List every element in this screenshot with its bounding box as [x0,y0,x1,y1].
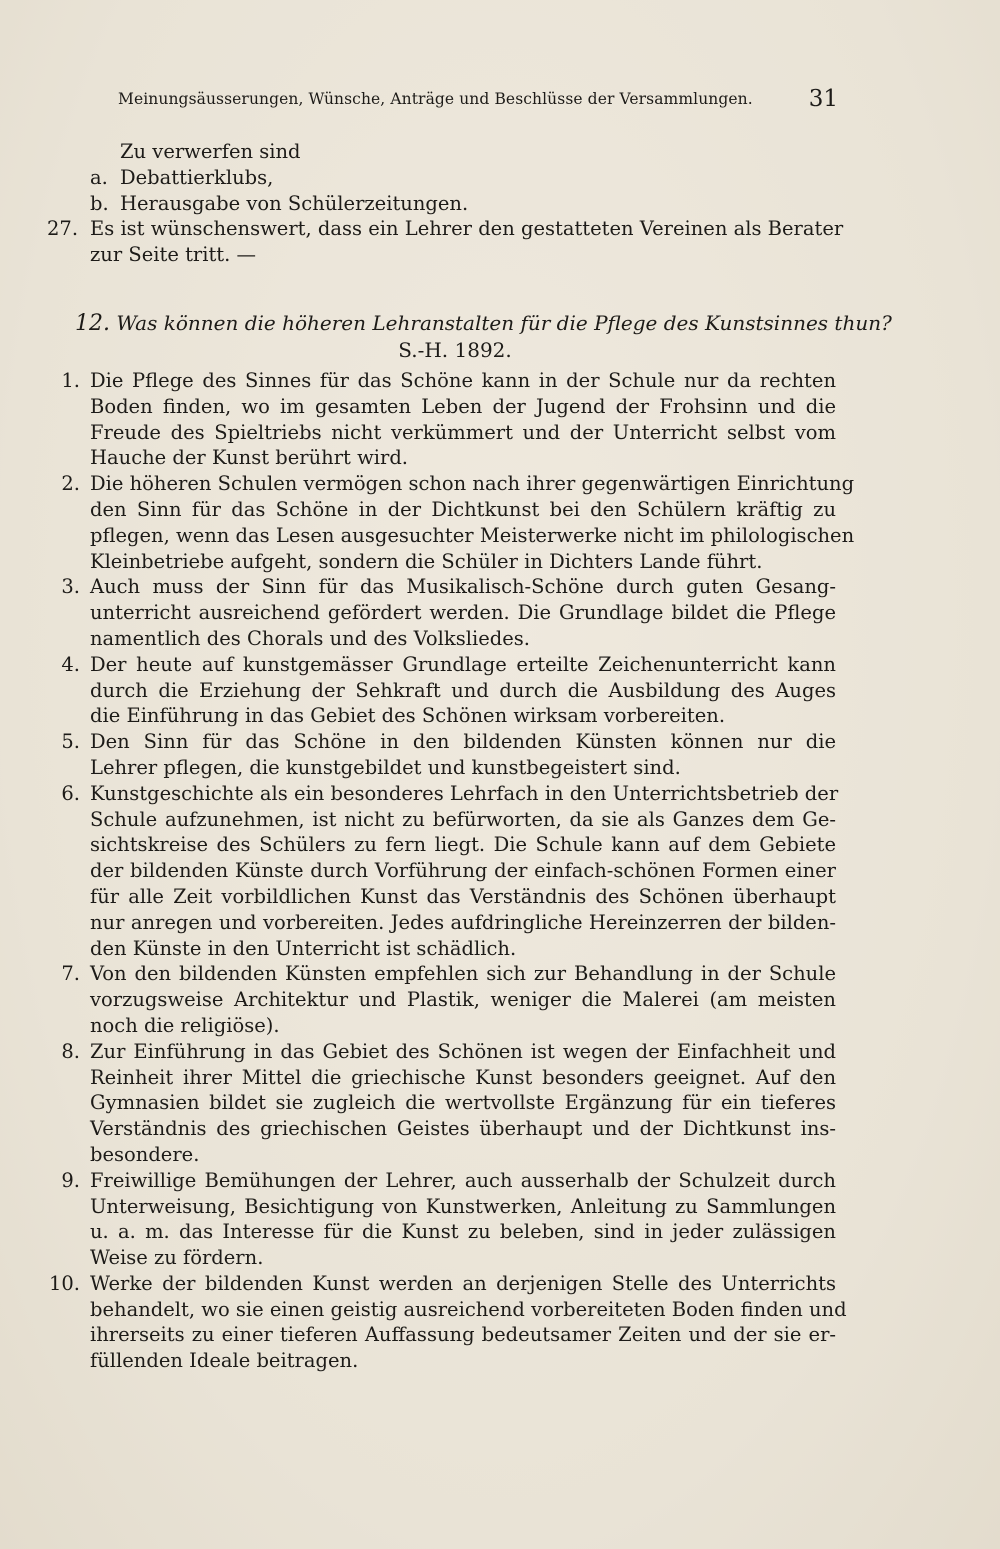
text-line: Hauche der Kunst berührt wird. [90,446,408,470]
item-text [90,781,839,962]
item-text [90,1039,836,1168]
text-line: der bildenden Künste durch Vorführung der einfach-schönen Formen einer [90,859,836,883]
text-line: Den Sinn für das Schöne in den bildenden Künsten können nur die [90,730,836,754]
item-number: 8. [61,1039,80,1063]
item-number: 7. [61,962,80,986]
item-number: 4. [61,652,80,676]
text-line: Die Pflege des Sinnes für das Schöne kann in der Schule nur da rechten [90,369,836,392]
numbered-item [40,729,840,781]
text-line: den Künste in den Unterricht ist schädlich. [90,936,517,960]
text-line: Auch muss der Sinn für das Musikalisch-Schöne durch guten Gesang- [90,575,836,599]
text-line: noch die religiöse). [90,1013,280,1037]
list-item-a: Debattierklubs, [120,166,274,189]
text-line: für alle Zeit vorbildlichen Kunst das Verständnis des Schönen überhaupt [90,884,836,908]
text-line: Freiwillige Bemühungen der Lehrer, auch ausserhalb der Schulzeit durch [90,1168,836,1192]
numbered-item [40,1039,840,1168]
item-text [90,729,836,781]
item-text [90,652,836,729]
item-27-number: 27. [47,217,79,240]
item-number: 10. [48,1271,80,1295]
item-number: 6. [61,781,80,805]
list-item-b: Herausgabe von Schülerzeitungen. [120,192,469,215]
page-number: 31 [808,86,838,112]
numbered-item [40,781,840,962]
text-line: Kunstgeschichte als ein besonderes Lehrfach in den Unterrichtsbetrieb der [90,781,839,805]
list-intro: Zu verwerfen sind [120,140,301,163]
item-number: 9. [61,1168,80,1192]
section-heading [75,311,892,336]
running-title: Meinungsäusserungen, Wünsche, Anträge und Beschlüsse der Versammlungen. [118,90,753,108]
section-number: 12. [75,311,110,336]
text-line: unterricht ausreichend gefördert werden. Die Grundlage bildet die Pflege [90,601,836,625]
text-line: Schule aufzunehmen, ist nicht zu befürworten, da sie als Ganzes dem Ge- [90,807,836,831]
item-text [90,961,836,1038]
text-line: Zur Einführung in das Gebiet des Schönen ist wegen der Einfachheit und [90,1039,836,1063]
text-line: Verständnis des griechischen Geistes überhaupt und der Dichtkunst ins- [90,1117,836,1141]
numbered-items [40,368,855,1374]
text-line: ihrerseits zu einer tieferen Auffassung bedeutsamer Zeiten und der sie er- [90,1323,836,1347]
text-line: behandelt, wo sie einen geistig ausreichend vorbereiteten Boden finden und [90,1297,847,1321]
list-label-a: a. [90,166,108,189]
text-line: Weise zu fördern. [90,1246,264,1270]
page-header [118,86,838,116]
text-line: Boden finden, wo im gesamten Leben der Jugend der Frohsinn und die [90,394,836,418]
item-text [90,1271,847,1374]
text-line: sichtskreise des Schülers zu fern liegt. Die Schule kann auf dem Gebiete [90,833,836,857]
text-line: besondere. [90,1142,200,1166]
text-line: Werke der bildenden Kunst werden an derjenigen Stelle des Unterrichts [90,1271,836,1295]
text-line: den Sinn für das Schöne in der Dichtkunst bei den Schülern kräftig zu [90,497,836,521]
text-line: u. a. m. das Interesse für die Kunst zu beleben, sind in jeder zulässigen [90,1220,836,1244]
text-line: durch die Erziehung der Sehkraft und durch die Ausbildung des Auges [90,678,836,702]
text-line: pflegen, wenn das Lesen ausgesuchter Meisterwerke nicht im philologischen [90,523,855,547]
text-line: Gymnasien bildet sie zugleich die wertvollste Ergänzung für ein tieferes [90,1091,836,1115]
item-number: 5. [61,730,80,754]
numbered-item [40,652,840,729]
item-text [90,471,855,574]
item-text [90,1168,836,1271]
item-27-line-1: Es ist wünschenswert, dass ein Lehrer den gestatteten Vereinen als Berater [90,217,844,240]
text-line: Freude des Spieltriebs nicht verkümmert und der Unterricht selbst vom [90,420,836,444]
numbered-item [40,961,840,1038]
text-line: die Einführung in das Gebiet des Schönen wirksam vorbereiten. [90,704,726,728]
item-number: 3. [61,575,80,599]
section-source: S.-H. 1892. [398,338,512,362]
text-line: Lehrer pflegen, die kunstgebildet und kunstbegeistert sind. [90,755,681,779]
numbered-item [40,471,855,574]
section-title: Was können die höheren Lehranstalten für die Pflege des Kunstsinnes thun? [116,311,892,335]
item-text [90,574,836,651]
text-line: Unterweisung, Besichtigung von Kunstwerken, Anleitung zu Sammlungen [90,1194,836,1218]
text-line: nur anregen und vorbereiten. Jedes aufdringliche Hereinzerren der bilden- [90,910,836,934]
numbered-item [40,1168,840,1271]
item-text [90,368,836,471]
text-line: Reinheit ihrer Mittel die griechische Kunst besonders geeignet. Auf den [90,1065,836,1089]
text-line: vorzugsweise Architektur und Plastik, weniger die Malerei (am meisten [90,988,836,1012]
text-line: Die höheren Schulen vermögen schon nach ihrer gegenwärtigen Einrichtung [90,472,855,496]
item-number: 1. [61,369,80,392]
text-line: Von den bildenden Künsten empfehlen sich zur Behandlung in der Schule [90,962,836,986]
item-27-line-2: zur Seite tritt. — [90,243,257,266]
text-line: füllenden Ideale beitragen. [90,1349,359,1373]
text-line: Der heute auf kunstgemässer Grundlage erteilte Zeichenunterricht kann [90,652,836,676]
numbered-item [40,368,840,471]
numbered-item [40,1271,847,1374]
text-line: namentlich des Chorals und des Volksliedes. [90,626,530,650]
text-line: Kleinbetriebe aufgeht, sondern die Schüler in Dichters Lande führt. [90,549,763,573]
numbered-item [40,574,840,651]
item-number: 2. [61,472,80,496]
list-label-b: b. [90,192,109,215]
